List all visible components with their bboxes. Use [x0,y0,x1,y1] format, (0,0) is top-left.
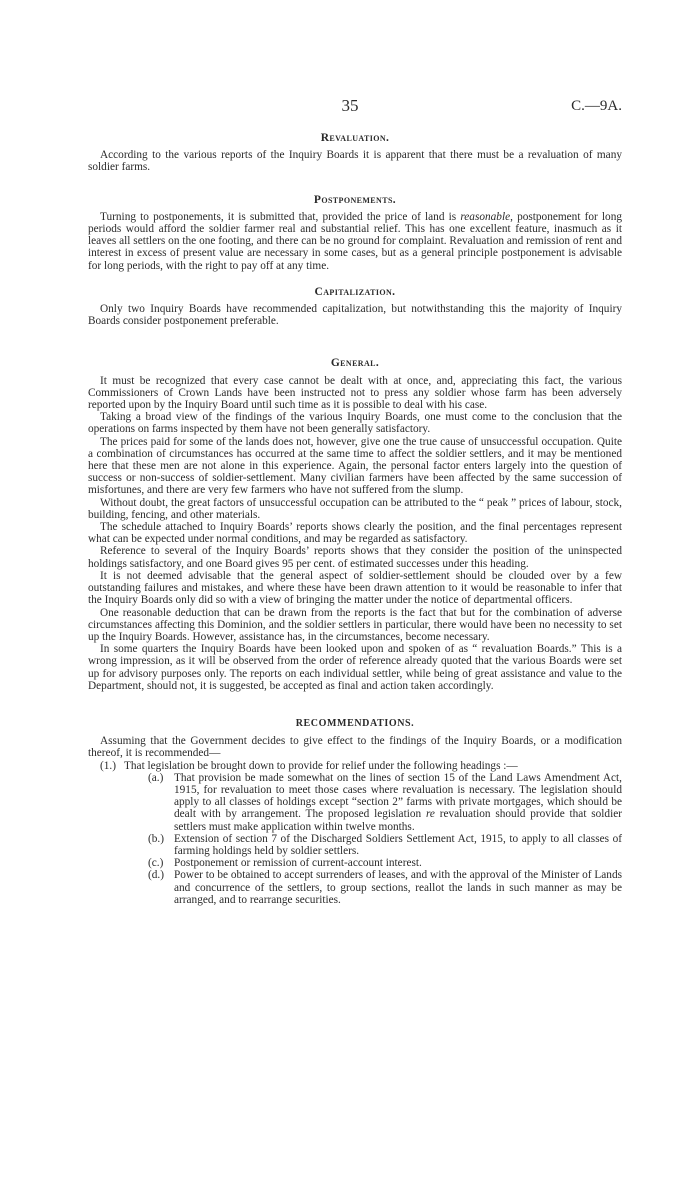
paragraph-general: It is not deemed advisable that the general aspect of soldier-settlement should be clouded over by a few outstanding failures and mistakes, and where these have been drawn attention to it would be reasonable to infer that the Inquiry Boards only did so with a view of bringing the matter under the notice of departmental officers. [88,569,622,607]
item-text: That legislation be brought down to provide for relief under the following headings :— [124,759,518,772]
heading-recommendations: RECOMMENDATIONS. [295,717,415,729]
paragraph-general: The schedule attached to Inquiry Boards’ reports shows clearly the position, and the final percentages represent what can be expected under normal conditions, and may be regarded as satisfactory. [88,521,622,546]
recommendation-subitem-a [88,772,622,833]
paragraph-postponements [88,211,622,272]
subitem-label: (d.) [148,869,164,882]
heading-general: General. [330,357,380,370]
document-reference: C.—9A. [571,98,622,114]
paragraph-general: Taking a broad view of the findings of the various Inquiry Boards, one must come to the conclusion that the operations on farms inspected by them have not been generally satisfactory. [88,411,622,436]
subitem-emphasis: re [425,808,435,821]
item-number: (1.) [100,759,116,772]
subitem-text-a: Postponement or remission of current-account interest. [174,857,422,870]
subitem-text-b: revaluation should provide that soldier settlers must make application within twelve months. [174,808,622,833]
paragraph-general: The prices paid for some of the lands does not, however, give one the true cause of unsuccessful occupation. Quite a combination of circumstances has occurred at the same time to affect the soldier settlers, and it may be mentioned here that these men are not alone in this experience. Again, the personal factor enters largely into the question of success or non-success of soldier-settlement. Many civilian farmers have been affected by the same succession of misfortunes, and there are very few farmers who have not suffered from the slump. [88,435,622,497]
heading-postponements: Postponements. [313,193,397,206]
paragraph-general: One reasonable deduction that can be drawn from the reports is the fact that but for the combination of adverse circumstances affecting this Dominion, and the soldier settlers in particular, there would have been no necessity to set up the Inquiry Boards. However, assistance has, in the circumstances, become necessary. [88,606,622,643]
paragraph-revaluation: According to the various reports of the Inquiry Boards it is apparent that there must be a revaluation of many soldier farms. [88,149,622,174]
paragraph-general: In some quarters the Inquiry Boards have been looked upon and spoken of as “ revaluation Boards.” This is a wrong impression, as it will be observed from the order of reference already quoted that the various Boards were set up for advisory purposes only. The reports on each individual settler, while being of great assistance and value to the Department, should not, it is suggested, be accepted as final and action taken accordingly. [88,643,622,692]
paragraph-general: It must be recognized that every case cannot be dealt with at once, and, appreciating this fact, the various Commissioners of Crown Lands have been instructed not to press any soldier whose farm has been adversely reported upon by the Inquiry Board until such time as it is possible to deal with his case. [88,374,622,412]
heading-revaluation: Revaluation. [320,132,390,144]
subitem-label: (b.) [148,832,164,845]
subitem-label: (a.) [148,771,164,784]
paragraph-general: Without doubt, the great factors of unsuccessful occupation can be attributed to the “ peak ” prices of labour, stock, building, fencing, and other materials. [88,496,622,521]
subitem-text-a: That provision be made somewhat on the lines of section 15 of the Land Laws Amendment Act, 1915, for revaluation to meet those cases where revaluation is necessary. The legislation should apply to all classes of holdings except “section 2” farms with private mortgages, which should be dealt with by arrangement. The proposed legislation [174,771,622,821]
postponements-text-a: Turning to postponements, it is submitted that, provided the price of land is [100,210,461,223]
recommendation-subitem-b [88,833,622,857]
subitem-label: (c.) [148,857,164,870]
recommendation-item-1 [88,760,622,772]
postponements-text-b: , postponement for long periods would afford the soldier farmer real and substantial relief. This has one excellent feature, inasmuch as it leaves all settlers on the one footing, and there can be no ground for complaint. Revaluation and remission of rent and interest in excess of present value are necessary in some cases, but as a general principle postponement is advisable for long periods, with the right to pay off at any time. [88,210,622,272]
subitem-text-a: Power to be obtained to accept surrenders of leases, and with the approval of the Minister of Lands and concurrence of the settlers, to group sections, reallot the lands in such manner as may be arranged, and to rearrange securities. [174,869,622,906]
recommendation-subitem-d [88,869,622,906]
postponements-emphasis: reasonable [460,210,511,223]
subitem-text-a: Extension of section 7 of the Discharged Soldiers Settlement Act, 1915, to apply to all classes of farming holdings held by soldier settlers. [174,832,622,857]
paragraph-general: Reference to several of the Inquiry Boards’ reports shows that they consider the position of the uninspected holdings satisfactory, and one Board gives 95 per cent. of estimated successes under this heading. [88,545,622,570]
page-number: 35 [341,96,359,115]
paragraph-capitalization: Only two Inquiry Boards have recommended capitalization, but notwithstanding this the majority of Inquiry Boards consider postponement preferable. [88,303,622,328]
paragraph-recommendations-intro: Assuming that the Government decides to give effect to the findings of the Inquiry Boards, or a modification thereof, it is recommended— [88,735,622,760]
document-body [88,96,622,906]
heading-capitalization: Capitalization. [314,285,396,298]
recommendation-subitem-c [88,857,622,869]
